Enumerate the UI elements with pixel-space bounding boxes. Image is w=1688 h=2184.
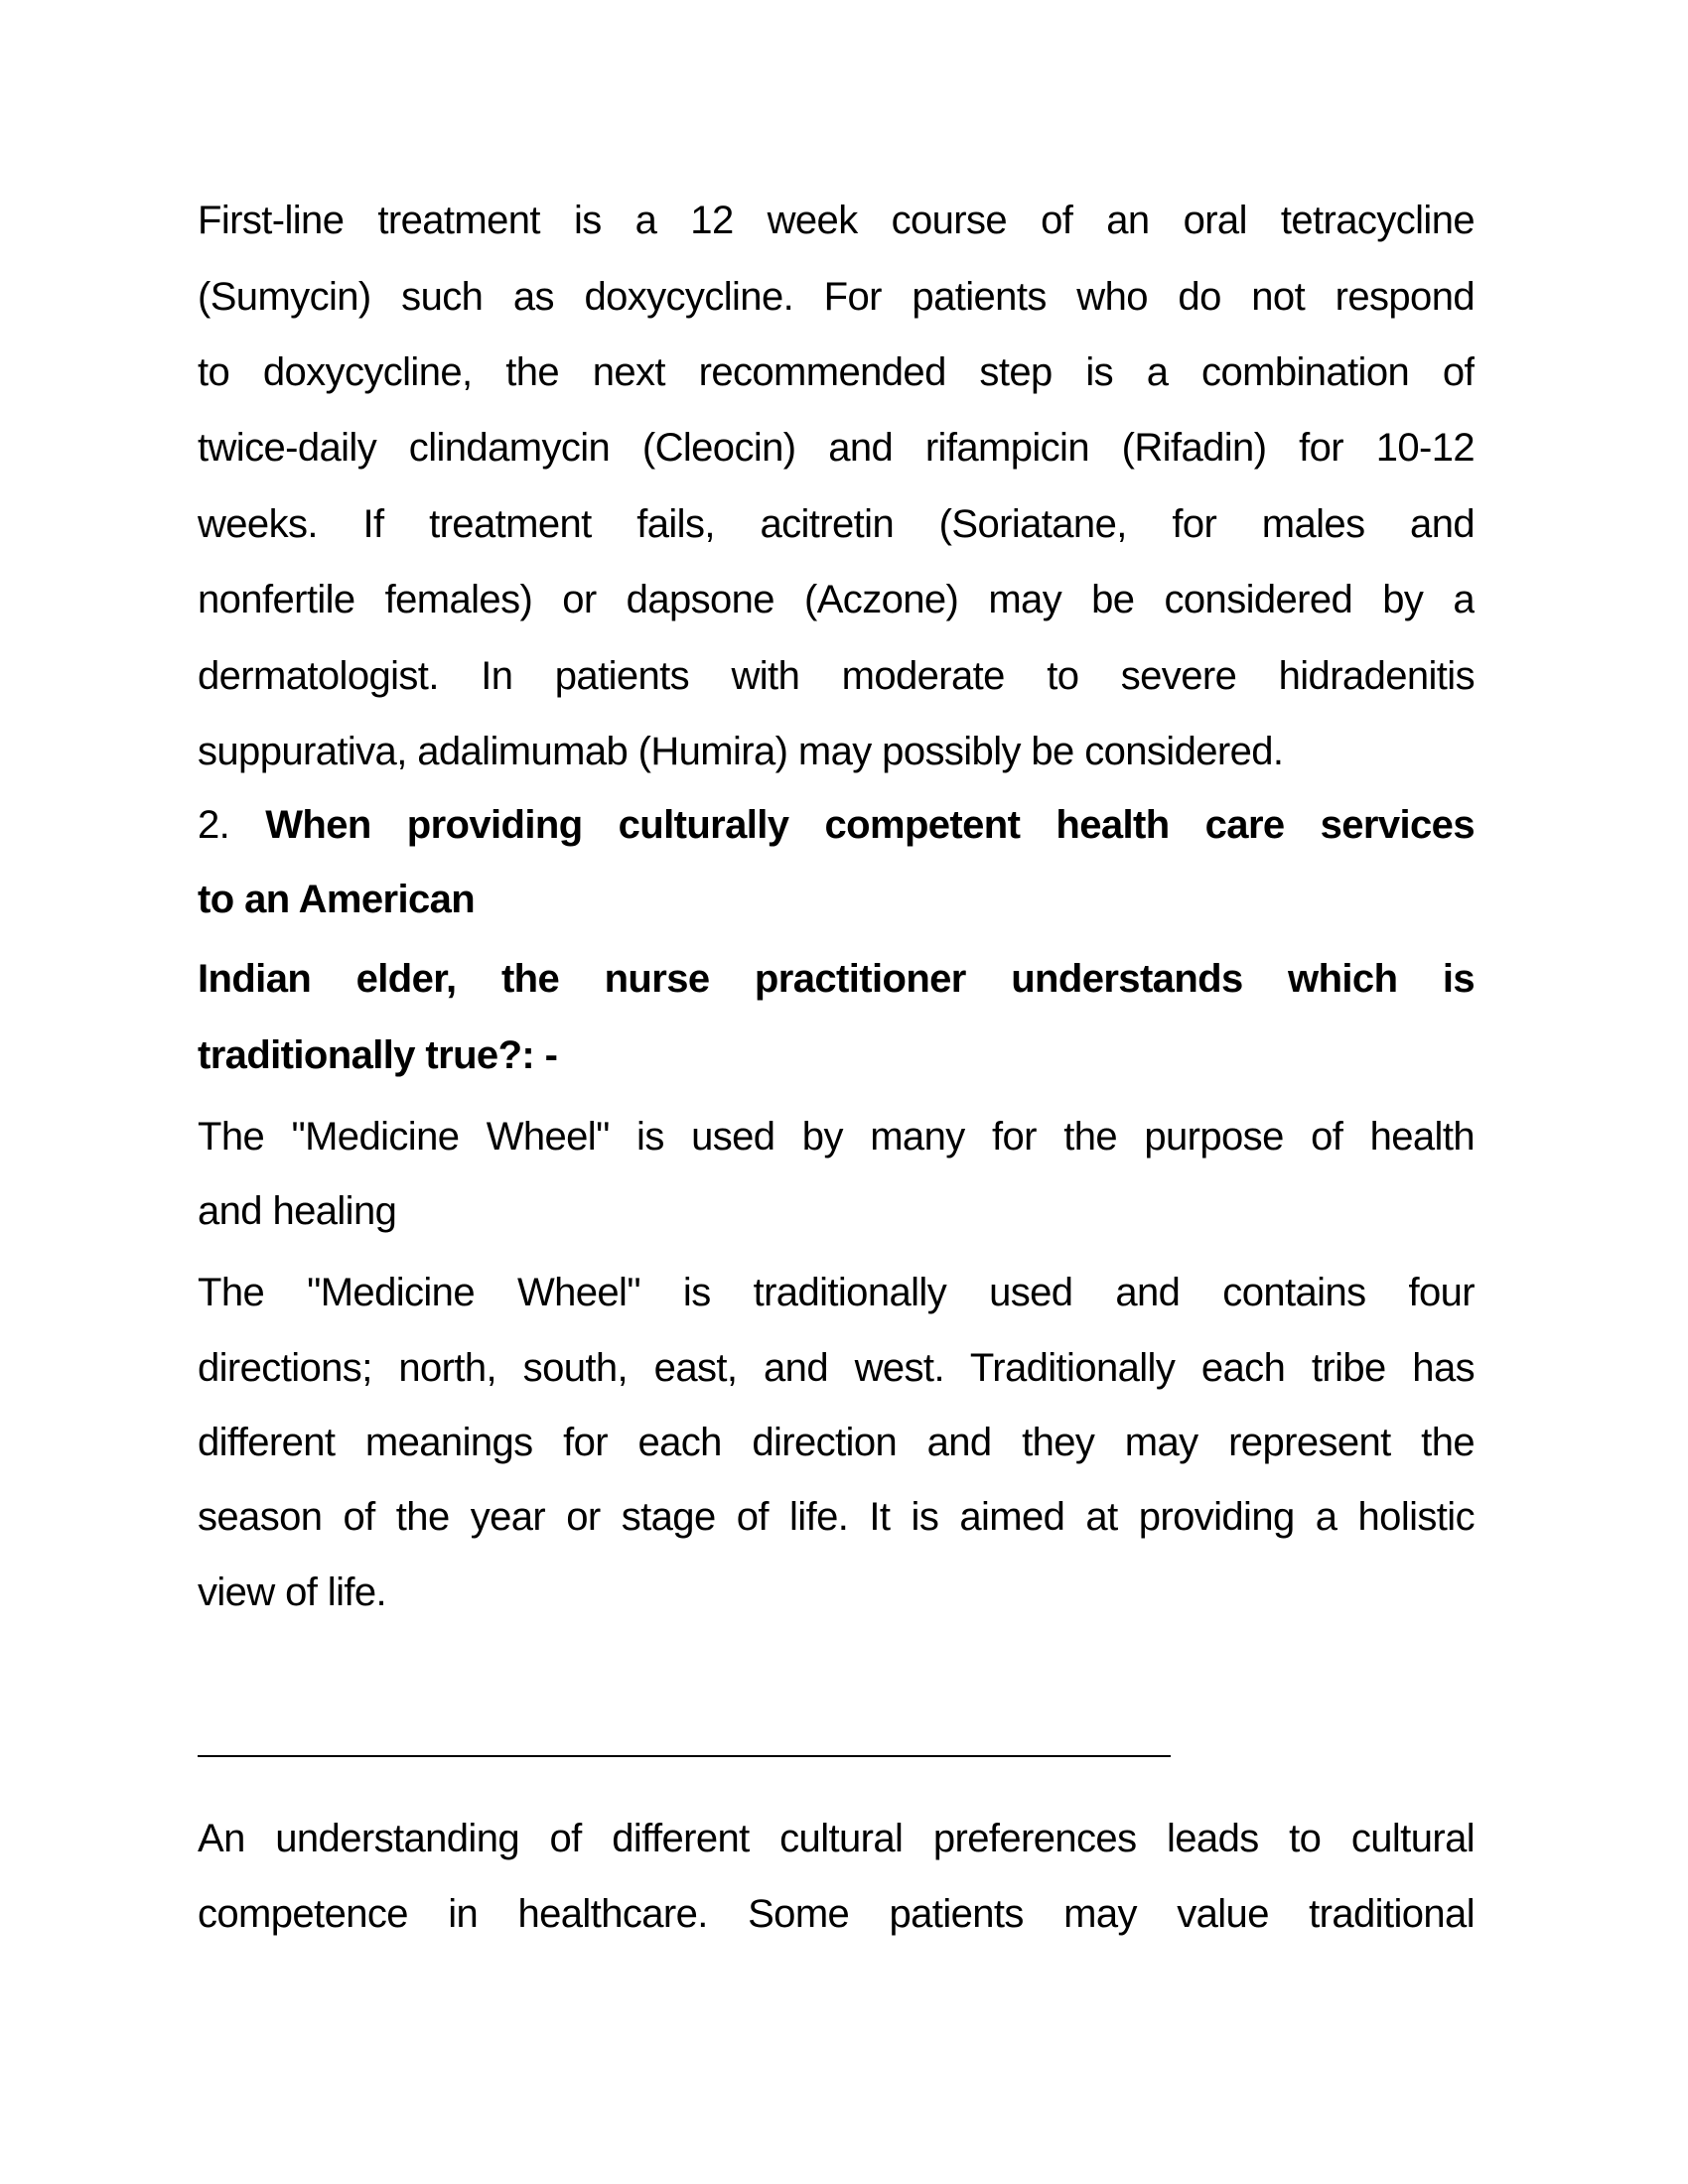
explanation-line: directions; north, south, east, and west. Traditionally each tribe has	[198, 1346, 1475, 1390]
text-line: dermatologist. In patients with moderate to severe hidradenitis	[198, 654, 1475, 698]
explanation-line: view of life.	[198, 1570, 387, 1614]
question-text: to an American	[198, 878, 476, 921]
answer-line: and healing	[198, 1189, 397, 1233]
question-text: Indian elder, the nurse practitioner understands which is	[198, 957, 1475, 1001]
question-text: When providing culturally competent health care services	[265, 803, 1475, 847]
text-line: weeks. If treatment fails, acitretin (Soriatane, for males and	[198, 502, 1475, 546]
text-line: twice-daily clindamycin (Cleocin) and rifampicin (Rifadin) for 10-12	[198, 426, 1475, 470]
question-text: traditionally true?: -	[198, 1033, 558, 1077]
text-line: First-line treatment is a 12 week course of an oral tetracycline	[198, 199, 1475, 242]
text-line: An understanding of different cultural preferences leads to cultural	[198, 1817, 1475, 1860]
text-line: suppurativa, adalimumab (Humira) may possibly be considered.	[198, 730, 1284, 773]
question-line	[198, 941, 1475, 1017]
explanation-line: season of the year or stage of life. It is aimed at providing a holistic	[198, 1495, 1475, 1539]
question-line	[198, 787, 1475, 863]
text-line: to doxycycline, the next recommended step is a combination of	[198, 350, 1475, 394]
question-line	[198, 862, 1475, 937]
separator-line	[198, 1755, 1171, 1757]
question-number: 2.	[198, 803, 266, 847]
text-line: (Sumycin) such as doxycycline. For patients who do not respond	[198, 275, 1475, 319]
text-line: nonfertile females) or dapsone (Aczone) may be considered by a	[198, 578, 1475, 621]
text-line: competence in healthcare. Some patients may value traditional	[198, 1892, 1475, 1936]
question-line	[198, 1018, 1475, 1093]
answer-line: The "Medicine Wheel" is used by many for the purpose of health	[198, 1115, 1475, 1159]
explanation-line: different meanings for each direction and they may represent the	[198, 1421, 1475, 1464]
explanation-line: The "Medicine Wheel" is traditionally used and contains four	[198, 1271, 1475, 1314]
